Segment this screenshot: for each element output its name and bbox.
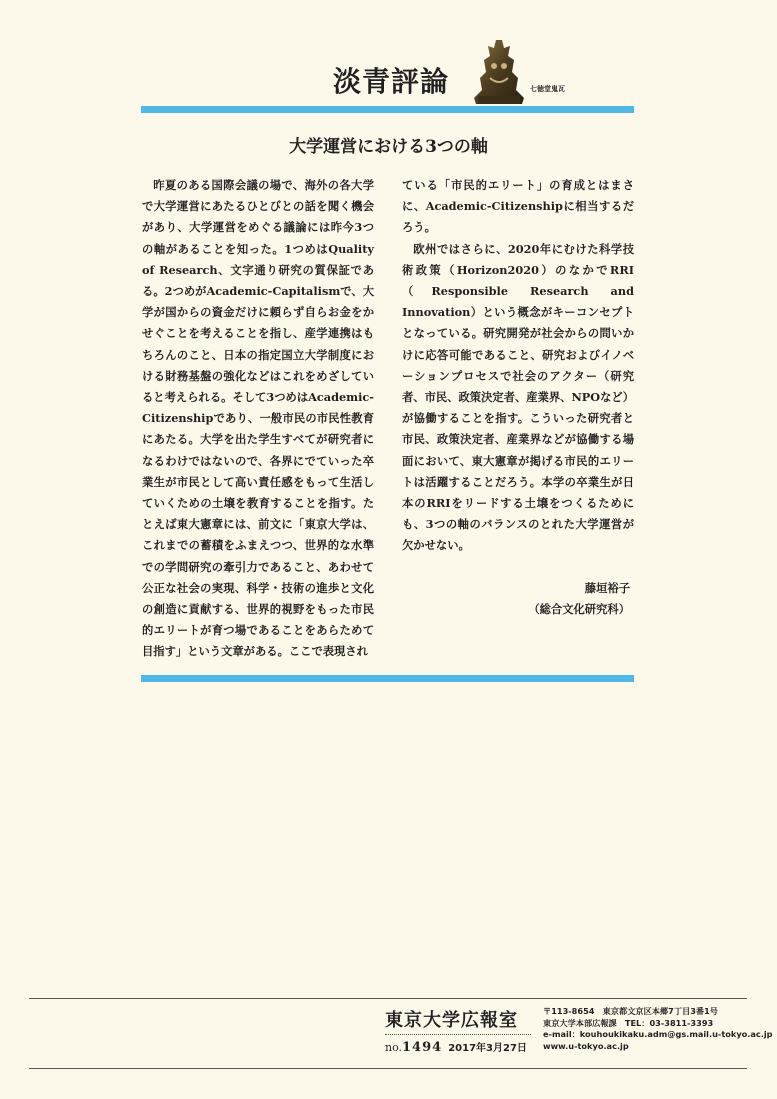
paragraph: 昨夏のある国際会議の場で、海外の各大学で大学運営にあたるひとびとの話を聞く機会があり、大学運営をめぐる議論には昨今3つの軸があることを知った。1つめはQuality of Research、文字通り研究の質保証である。2つめがAcademic-Capitalismで、大学が国からの資金だけに頼らず自らお金をかせぐことを考えることを指し、産学連携はもちろんのこと、日本の指定国立大学制度における財務基盤の強化などはこれをめざしていると考えられる。そして3つめはAcademic-Citizenshipであり、一般市民の市民性教育にあたる。大学を出た学生すべてが研究者になるわけではないので、各界にでていった卒業生が市民として高い責任感をもって生活していくための土壌を教育することを指す。たとえば東大憲章には、前文に「東京大学は、これまでの蓄積をふまえつつ、世界的な水準での学問研究の牽引力であること、あわせて公正な社会の実現、科学・技術の進歩と文化の創造に貢献する、世界的視野をもった市民的エリートが育つ場であることをあらためて目指す」という文章がある。ここで表現され [142,178,374,659]
author-affiliation: （総合文化研究科） [528,601,630,616]
footer-bottom-rule [29,1068,747,1069]
image-caption: 七徳堂鬼瓦 [530,85,565,93]
issue-number: 1494 [402,1040,443,1055]
footer-top-rule [29,998,747,999]
website-link[interactable]: www.u-tokyo.ac.jp [543,1040,629,1051]
address: 〒113-8654 東京都文京区本郷7丁目3番1号 [543,1006,718,1016]
paragraph: 欧州ではさらに、2020年にむけた科学技術政策（Horizon2020）のなかでRRI（Responsible Research and Innovation）という概念がキーコンセプトとなっている。研究開発が社会からの問いかけに応答可能であること、研究およびイノベーションプロセスで社会のアクター（研究者、市民、政策決定者、産業界、NPOなど）が協働することを指す。こういった研究者と市民、政策決定者、産業界などが協働する場面において、東大憲章が掲げる市民的エリートは活躍することだろう。本学の卒業生が日本のRRIをリードする土壌をつくるためにも、3つの軸のバランスのとれた大学運営が欠かせない。 [402,241,635,553]
author-block [402,578,634,620]
issue-info [385,1039,527,1055]
department-tel: 東京大学本部広報課 TEL：03-3811-3393 [543,1017,714,1028]
email-link[interactable]: e-mail：kouhoukikaku.adm@gs.mail.u-tokyo.ac.jp [543,1029,773,1039]
author-name: 藤垣裕子 [584,580,630,595]
right-column [402,175,634,620]
masthead-title: 淡青評論 [333,65,450,98]
left-column [142,175,374,663]
article-title: 大学運営における3つの軸 [289,137,488,157]
contact-block [543,1006,773,1052]
publication-title: 東京大学広報室 [385,1010,518,1031]
bottom-accent-bar [141,675,634,682]
issue-date: 2017年3月27日 [448,1043,527,1054]
onigawara-statue-image [468,38,530,106]
paragraph: ている「市民的エリート」の育成とはまさに、Academic-Citizenshipに相当するだろう。 [402,178,634,235]
issue-prefix: no. [385,1041,403,1054]
dotted-divider [385,1034,531,1035]
top-accent-bar [141,106,634,113]
